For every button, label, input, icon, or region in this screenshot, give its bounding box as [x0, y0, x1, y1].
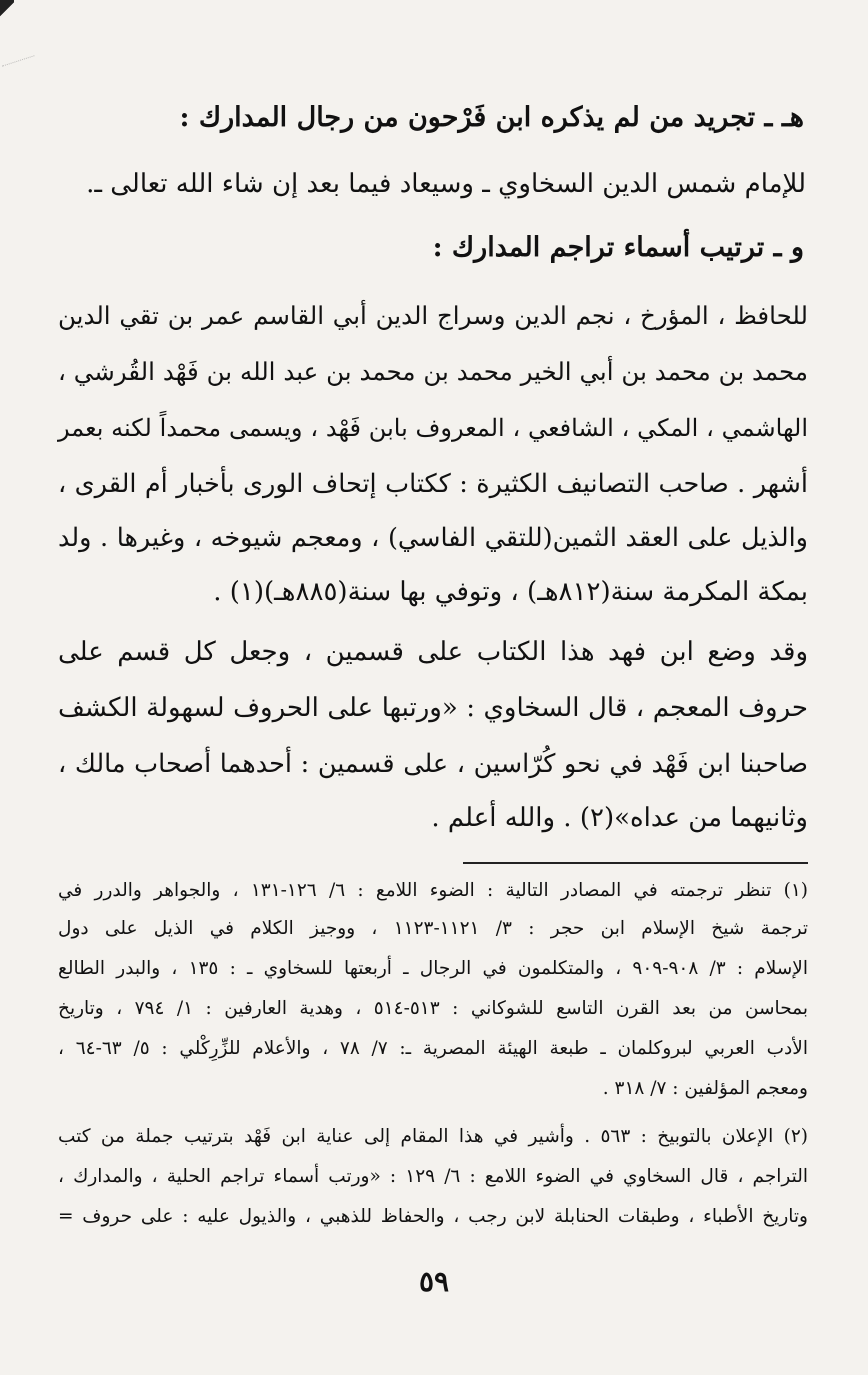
footnote2-line: وتاريخ الأطباء ، وطبقات الحنابلة لابن رجب ، والحفاظ للذهبي ، والذيول عليه : على حروف = [58, 1206, 808, 1227]
page-number: ٥٩ [418, 1265, 450, 1298]
footnote2-line: التراجم ، قال السخاوي في الضوء اللامع : ٦/ ١٢٩ : «ورتب أسماء تراجم الحلية ، والمدارك ، [58, 1166, 808, 1187]
footnote-separator [463, 862, 808, 864]
paragraph1-line: والذيل على العقد الثمين(للتقي الفاسي) ، ومعجم شيوخه ، وغيرها . ولد [58, 523, 808, 553]
section-heading-h: هـ ـ تجريد من لم يذكره ابن فَرْحون من رجال المدارك : [179, 102, 804, 133]
paragraph1-line: محمد بن محمد بن أبي الخير محمد بن محمد بن عبد الله بن فَهْد القُرشي ، [58, 357, 808, 386]
footnote1-line: ترجمة شيخ الإسلام ابن حجر : ٣/ ١١٢١-١١٢٣ ، ووجيز الكلام في الذيل على دول [58, 918, 808, 939]
paragraph2-line: وقد وضع ابن فهد هذا الكتاب على قسمين ، وجعل كل قسم على [58, 637, 808, 667]
section-heading-w: و ـ ترتيب أسماء تراجم المدارك : [432, 232, 804, 263]
paragraph1-line: الهاشمي ، المكي ، الشافعي ، المعروف بابن فَهْد ، ويسمى محمداً لكنه بعمر [58, 414, 808, 442]
paragraph2-line: وثانيهما من عداه»(٢) . والله أعلم . [431, 803, 808, 833]
footnote1-line: الإسلام : ٣/ ٩٠٨-٩٠٩ ، والمتكلمون في الرجال ـ أربعتها للسخاوي ـ : ١٣٥ ، والبدر الطالع [58, 958, 808, 979]
paragraph2-line: حروف المعجم ، قال السخاوي : «ورتبها على الحروف لسهولة الكشف [58, 693, 808, 723]
paragraph1-line: للحافظ ، المؤرخ ، نجم الدين وسراج الدين أبي القاسم عمر بن تقي الدين [58, 301, 808, 330]
footnote1-line: الأدب العربي لبروكلمان ـ طبعة الهيئة المصرية ـ: ٧/ ٧٨ ، والأعلام للزِّرِكْلي : ٥/ ٦٣-٦٤ ، [58, 1038, 808, 1059]
footnote1-line: ومعجم المؤلفين : ٧/ ٣١٨ . [602, 1078, 808, 1099]
footnote2-line: (٢) الإعلان بالتوبيخ : ٥٦٣ . وأشير في هذا المقام إلى عناية ابن فَهْد بترتيب جملة من كتب [58, 1126, 809, 1147]
footnote1-line: بمحاسن من بعد القرن التاسع للشوكاني : ٥١٣-٥١٤ ، وهدية العارفين : ١/ ٧٩٤ ، وتاريخ [58, 998, 808, 1019]
scan-smudge [2, 55, 40, 84]
intro-line: للإمام شمس الدين السخاوي ـ وسيعاد فيما بعد إن شاء الله تعالى ـ. [86, 169, 806, 199]
paragraph2-line: صاحبنا ابن فَهْد في نحو كُرّاسين ، على قسمين : أحدهما أصحاب مالك ، [58, 749, 808, 779]
scan-corner-mark [0, 0, 14, 22]
paragraph1-line: أشهر . صاحب التصانيف الكثيرة : ككتاب إتحاف الورى بأخبار أم القرى ، [58, 469, 808, 499]
footnote1-line: (١) تنظر ترجمته في المصادر التالية : الضوء اللامع : ٦/ ١٢٦-١٣١ ، والجواهر والدرر في [58, 880, 808, 901]
paragraph1-line: بمكة المكرمة سنة(٨١٢هـ) ، وتوفي بها سنة(٨٨٥هـ)(١) . [213, 577, 808, 607]
